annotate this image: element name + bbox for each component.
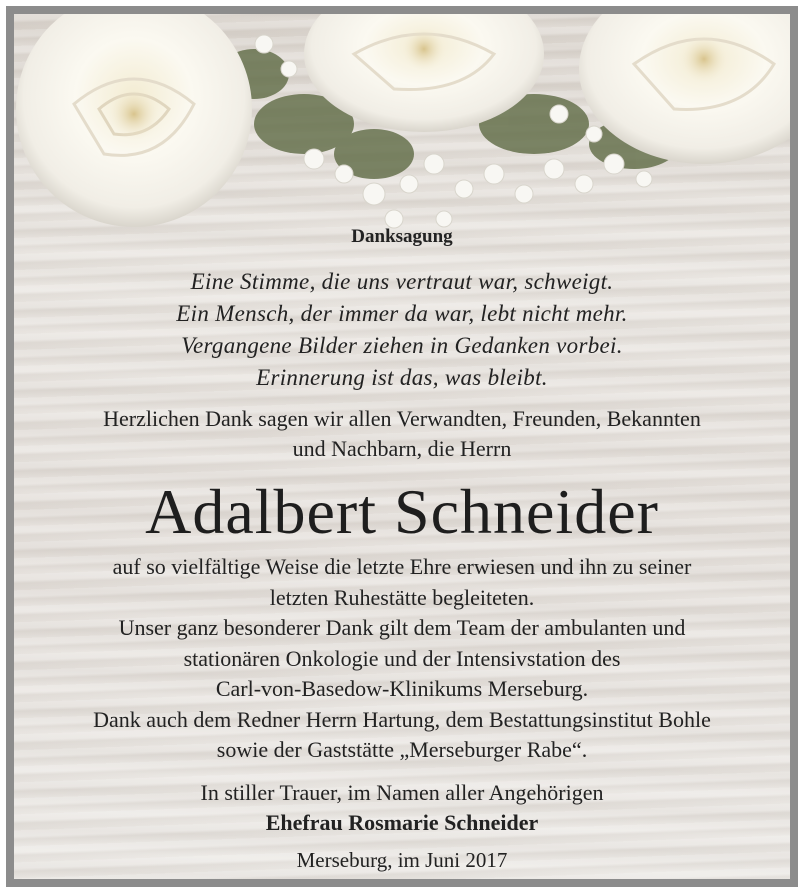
mourning-line: In stiller Trauer, im Namen aller Angehörigen [200, 780, 604, 805]
intro-line: und Nachbarn, die Herrn [292, 436, 512, 461]
body-line: sowie der Gaststätte „Merseburger Rabe“. [216, 737, 588, 762]
poem [14, 266, 790, 394]
place-date: Merseburg, im Juni 2017 [296, 848, 508, 872]
mourning-block [14, 778, 790, 838]
body-line: Carl-von-Basedow-Klinikums Merseburg. [215, 676, 589, 701]
thanks-body [14, 552, 790, 766]
poem-line: Ein Mensch, der immer da war, lebt nicht mehr. [176, 301, 628, 326]
body-line: auf so vielfältige Weise die letzte Ehre erwiesen und ihn zu seiner [112, 554, 692, 579]
intro-line: Herzlichen Dank sagen wir allen Verwandten, Freunden, Bekannten [103, 406, 701, 431]
poem-line: Erinnerung ist das, was bleibt. [256, 365, 548, 390]
heading-danksagung: Danksagung [351, 226, 453, 247]
deceased-name: Adalbert Schneider [145, 476, 659, 547]
thanks-intro [14, 404, 790, 464]
signatory: Ehefrau Rosmarie Schneider [265, 810, 539, 835]
obituary-card [6, 6, 798, 887]
body-line: Unser ganz besonderer Dank gilt dem Team der ambulanten und [118, 615, 686, 640]
body-line: stationären Onkologie und der Intensivstation des [183, 645, 621, 671]
poem-line: Eine Stimme, die uns vertraut war, schweigt. [190, 269, 614, 294]
body-line: Dank auch dem Redner Herrn Hartung, dem Bestattungsinstitut Bohle [93, 706, 711, 732]
white-roses-image [14, 14, 790, 244]
poem-line: Vergangene Bilder ziehen in Gedanken vorbei. [181, 333, 623, 358]
body-line: letzten Ruhestätte begleiteten. [269, 584, 535, 610]
